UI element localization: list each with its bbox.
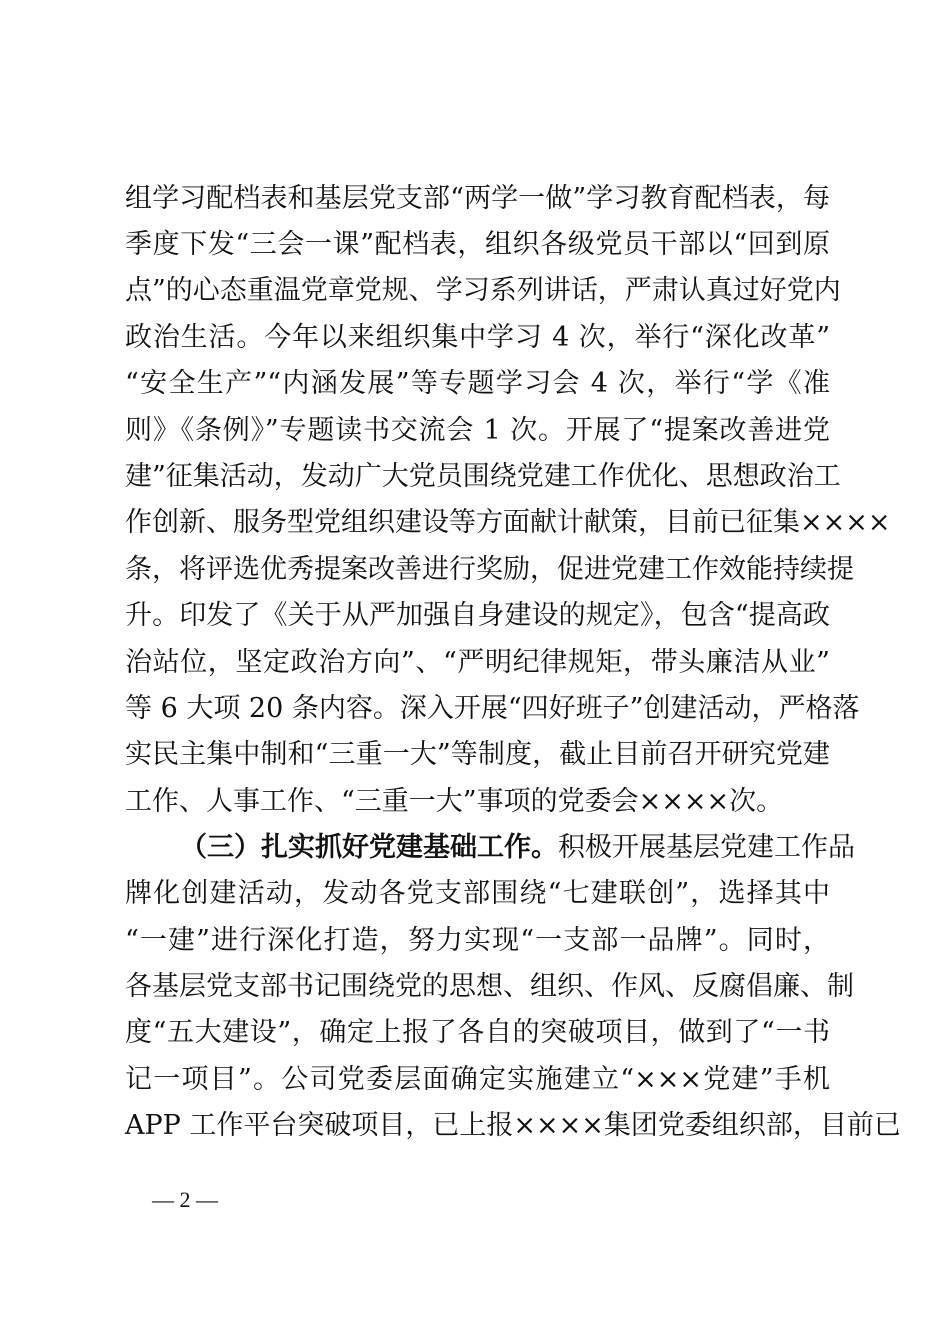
text-line: 条，将评选优秀提案改善进行奖励，促进党建工作效能持续提 [125, 554, 854, 585]
section-3-heading: （三）扎实抓好党建基础工作。 [180, 832, 558, 863]
text-line: 治站位，坚定政治方向”、“严明纪律规矩，带头廉洁从业” [125, 647, 830, 678]
text-line: 组学习配档表和基层党支部“两学一做”学习教育配档表，每 [125, 183, 830, 214]
text-line: “安全生产”“内涵发展”等专题学习会 4 次，举行“学《准 [125, 368, 830, 399]
text-line: 升。印发了《关于从严加强自身建设的规定》，包含“提高政 [125, 600, 830, 631]
text-line: 作创新、服务型党组织建设等方面献计献策，目前已征集×××× [125, 507, 891, 538]
text-line: 工作、人事工作、“三重一大”事项的党委会××××次。 [125, 786, 784, 817]
text-line: 等 6 大项 20 条内容。深入开展“四好班子”创建活动，严格落 [125, 693, 860, 724]
text-line: 牌化创建活动，发动各党支部围绕“七建联创”，选择其中 [125, 878, 830, 909]
text-line: 点”的心态重温党章党规、学习系列讲话，严肃认真过好党内 [125, 275, 841, 306]
section-3-first-line-rest: 积极开展基层党建工作品 [558, 832, 855, 863]
section-3-first-line [180, 828, 855, 868]
text-line: 记一项目”。公司党委层面确定实施建立“×××党建”手机 [125, 1064, 830, 1095]
text-line: 政治生活。今年以来组织集中学习 4 次，举行“深化改革” [125, 322, 830, 353]
text-line: 则》《条例》”专题读书交流会 1 次。开展了“提案改善进党 [125, 415, 830, 446]
text-line: APP 工作平台突破项目，已上报××××集团党委组织部，目前已 [125, 1110, 901, 1141]
page-number: — 2 — [152, 1187, 218, 1212]
text-line: 各基层党支部书记围绕党的思想、组织、作风、反腐倡廉、制 [125, 971, 854, 1002]
text-line: 季度下发“三会一课”配档表，组织各级党员干部以“回到原 [125, 229, 830, 260]
text-line: 建”征集活动，发动广大党员围绕党建工作优化、思想政治工 [125, 461, 841, 492]
text-line: “一建”进行深化打造，努力实现“一支部一品牌”。同时， [125, 925, 830, 956]
text-line: 实民主集中制和“三重一大”等制度，截止目前召开研究党建 [125, 739, 830, 770]
text-line: 度“五大建设”，确定上报了各自的突破项目，做到了“一书 [125, 1017, 830, 1048]
